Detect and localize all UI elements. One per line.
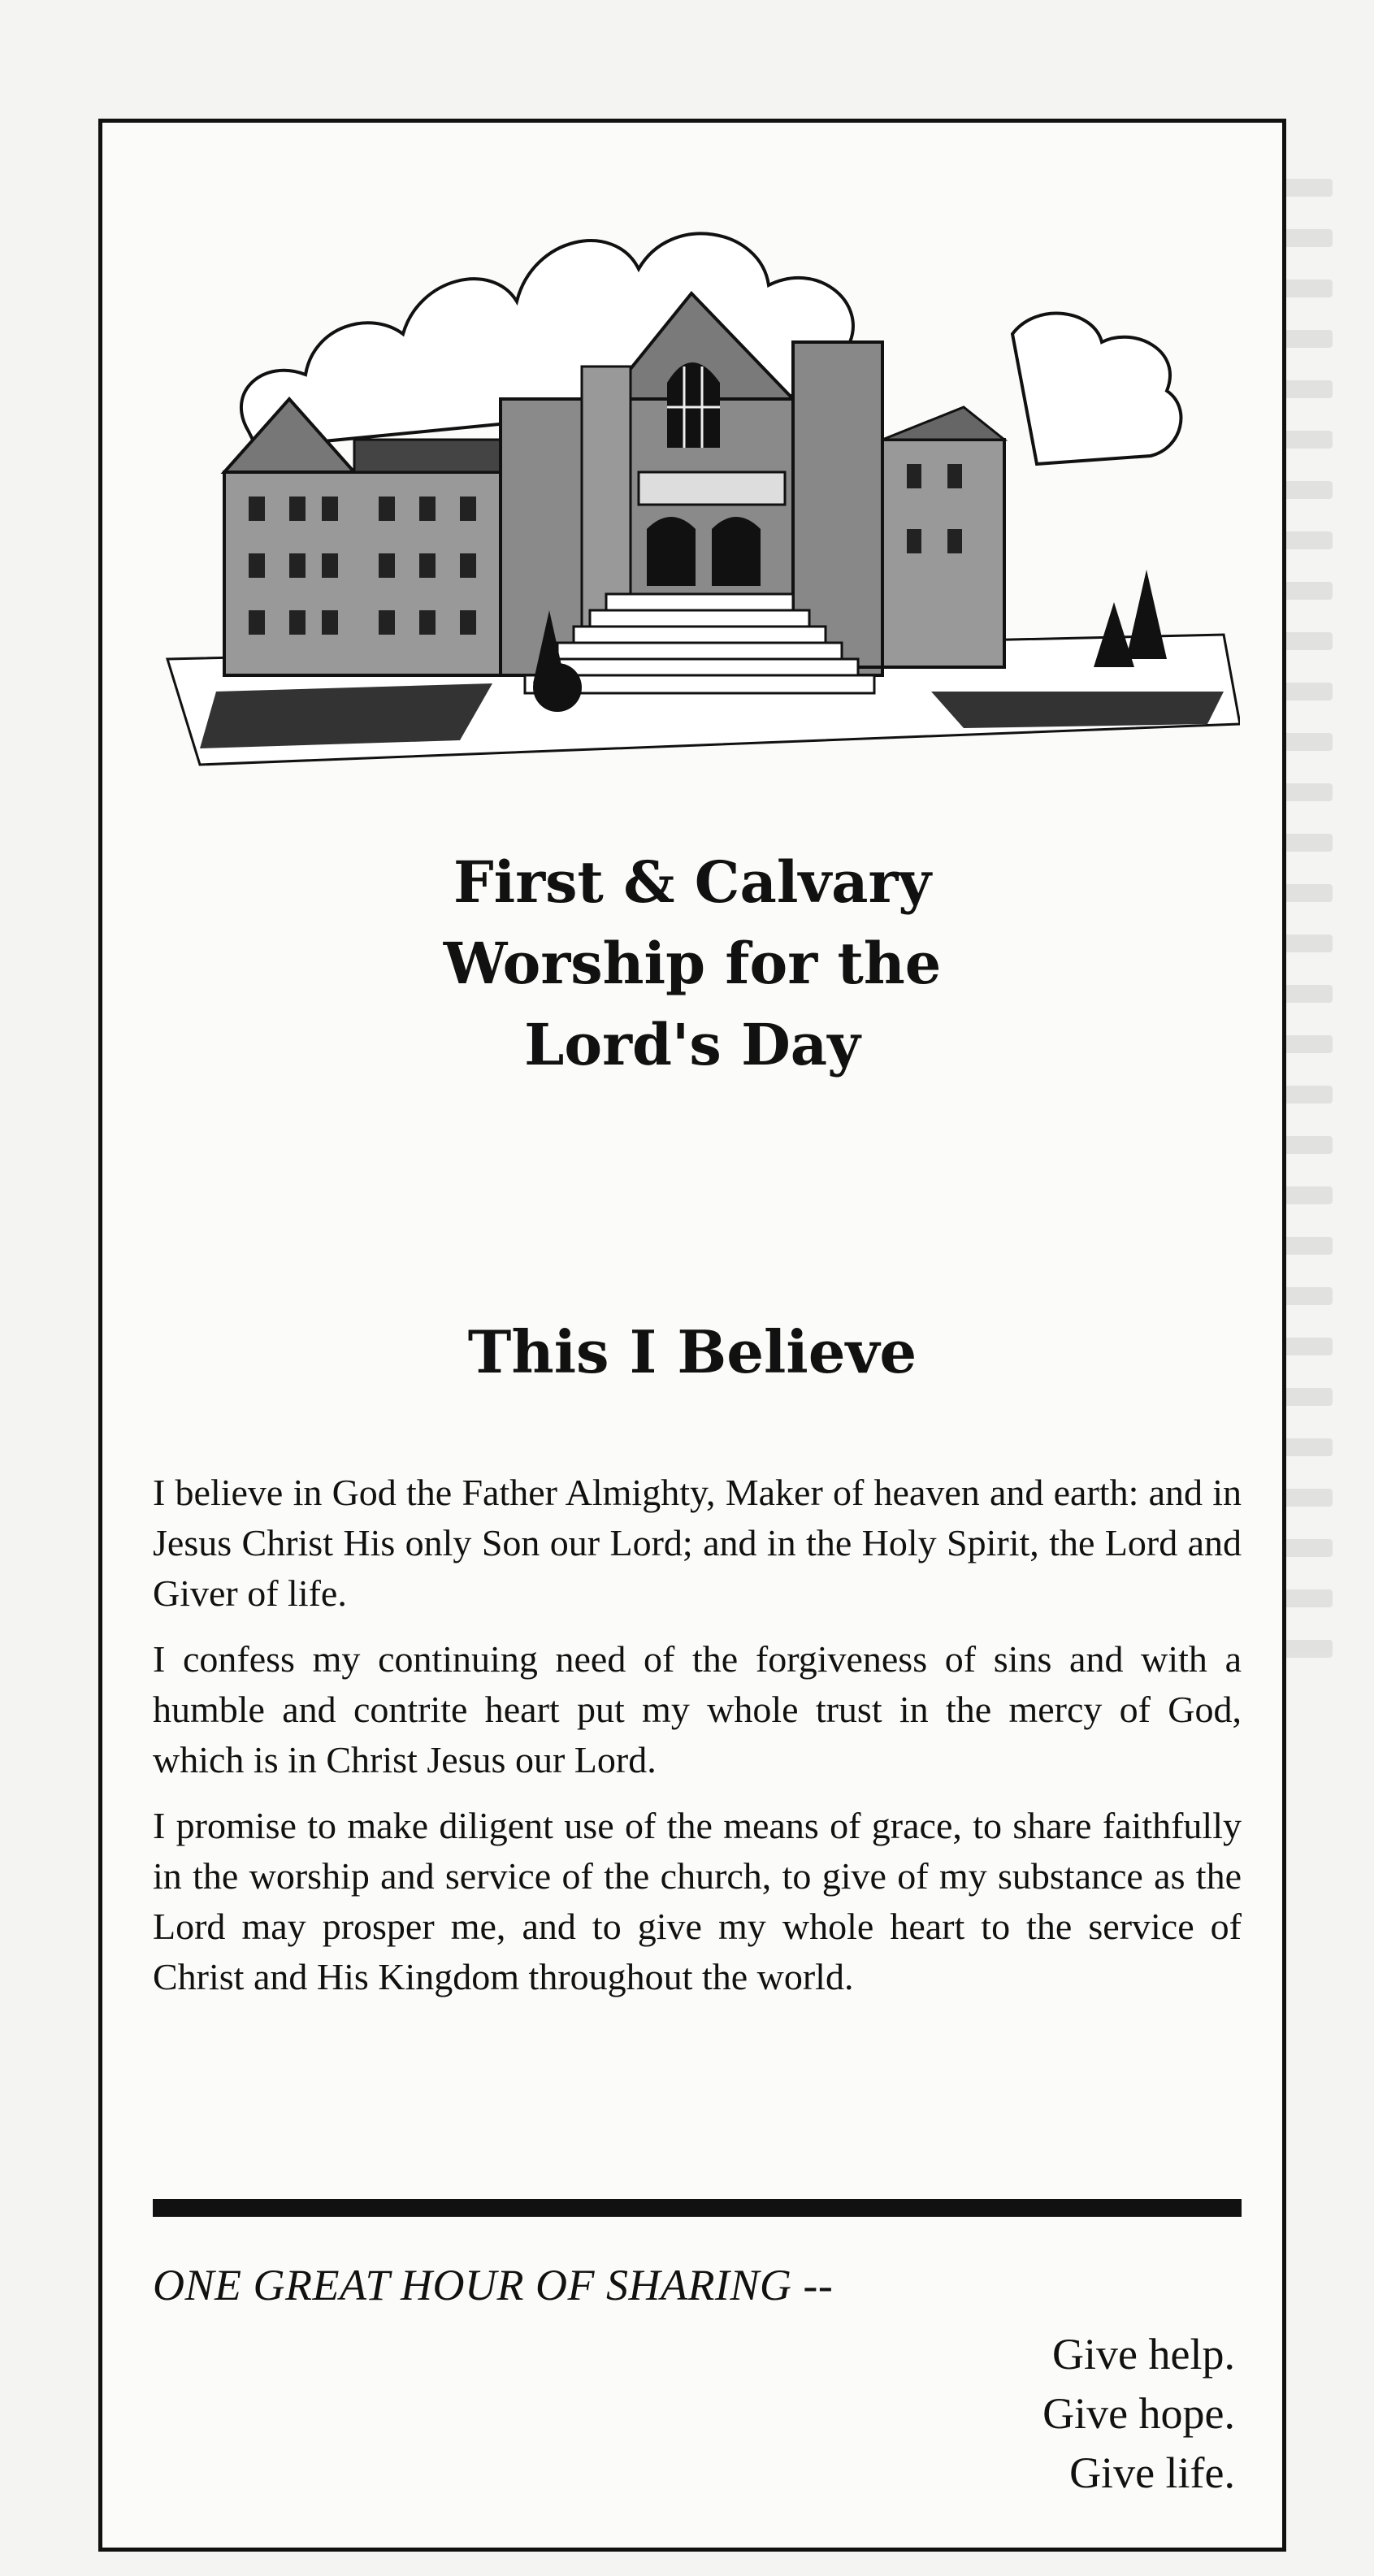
creed-paragraph: I promise to make diligent use of the means of grace, to share faithfully in the worship and service of the church, to give of my substance as the Lord may prosper me, and to give my whole heart to the service of Christ and His Kingdom throughout the world. bbox=[153, 1805, 1242, 1997]
tagline: Give life. bbox=[1069, 2448, 1235, 2497]
bulletin-cover bbox=[98, 119, 1286, 2552]
sharing-taglines bbox=[1042, 2325, 1235, 2503]
sharing-headline: ONE GREAT HOUR OF SHARING -- bbox=[153, 2261, 834, 2309]
creed-paragraph: I confess my continuing need of the forgiveness of sins and with a humble and contrite heart put my whole trust in the mercy of God, which is in Christ Jesus our Lord. bbox=[153, 1638, 1242, 1780]
title-line: Lord's Day bbox=[524, 1011, 860, 1078]
creed-paragraph: I believe in God the Father Almighty, Maker of heaven and earth: and in Jesus Christ His only Son our Lord; and in the Holy Spirit, the Lord and Giver of life. bbox=[153, 1472, 1242, 1614]
church-building-illustration bbox=[151, 123, 1240, 813]
tagline: Give hope. bbox=[1042, 2389, 1235, 2438]
title-line: Worship for the bbox=[443, 930, 942, 997]
tagline: Give help. bbox=[1052, 2330, 1235, 2379]
creed-heading: This I Believe bbox=[467, 1317, 917, 1386]
bulletin-title bbox=[102, 842, 1282, 1086]
divider-rule bbox=[153, 2199, 1242, 2217]
title-line: First & Calvary bbox=[453, 848, 932, 916]
